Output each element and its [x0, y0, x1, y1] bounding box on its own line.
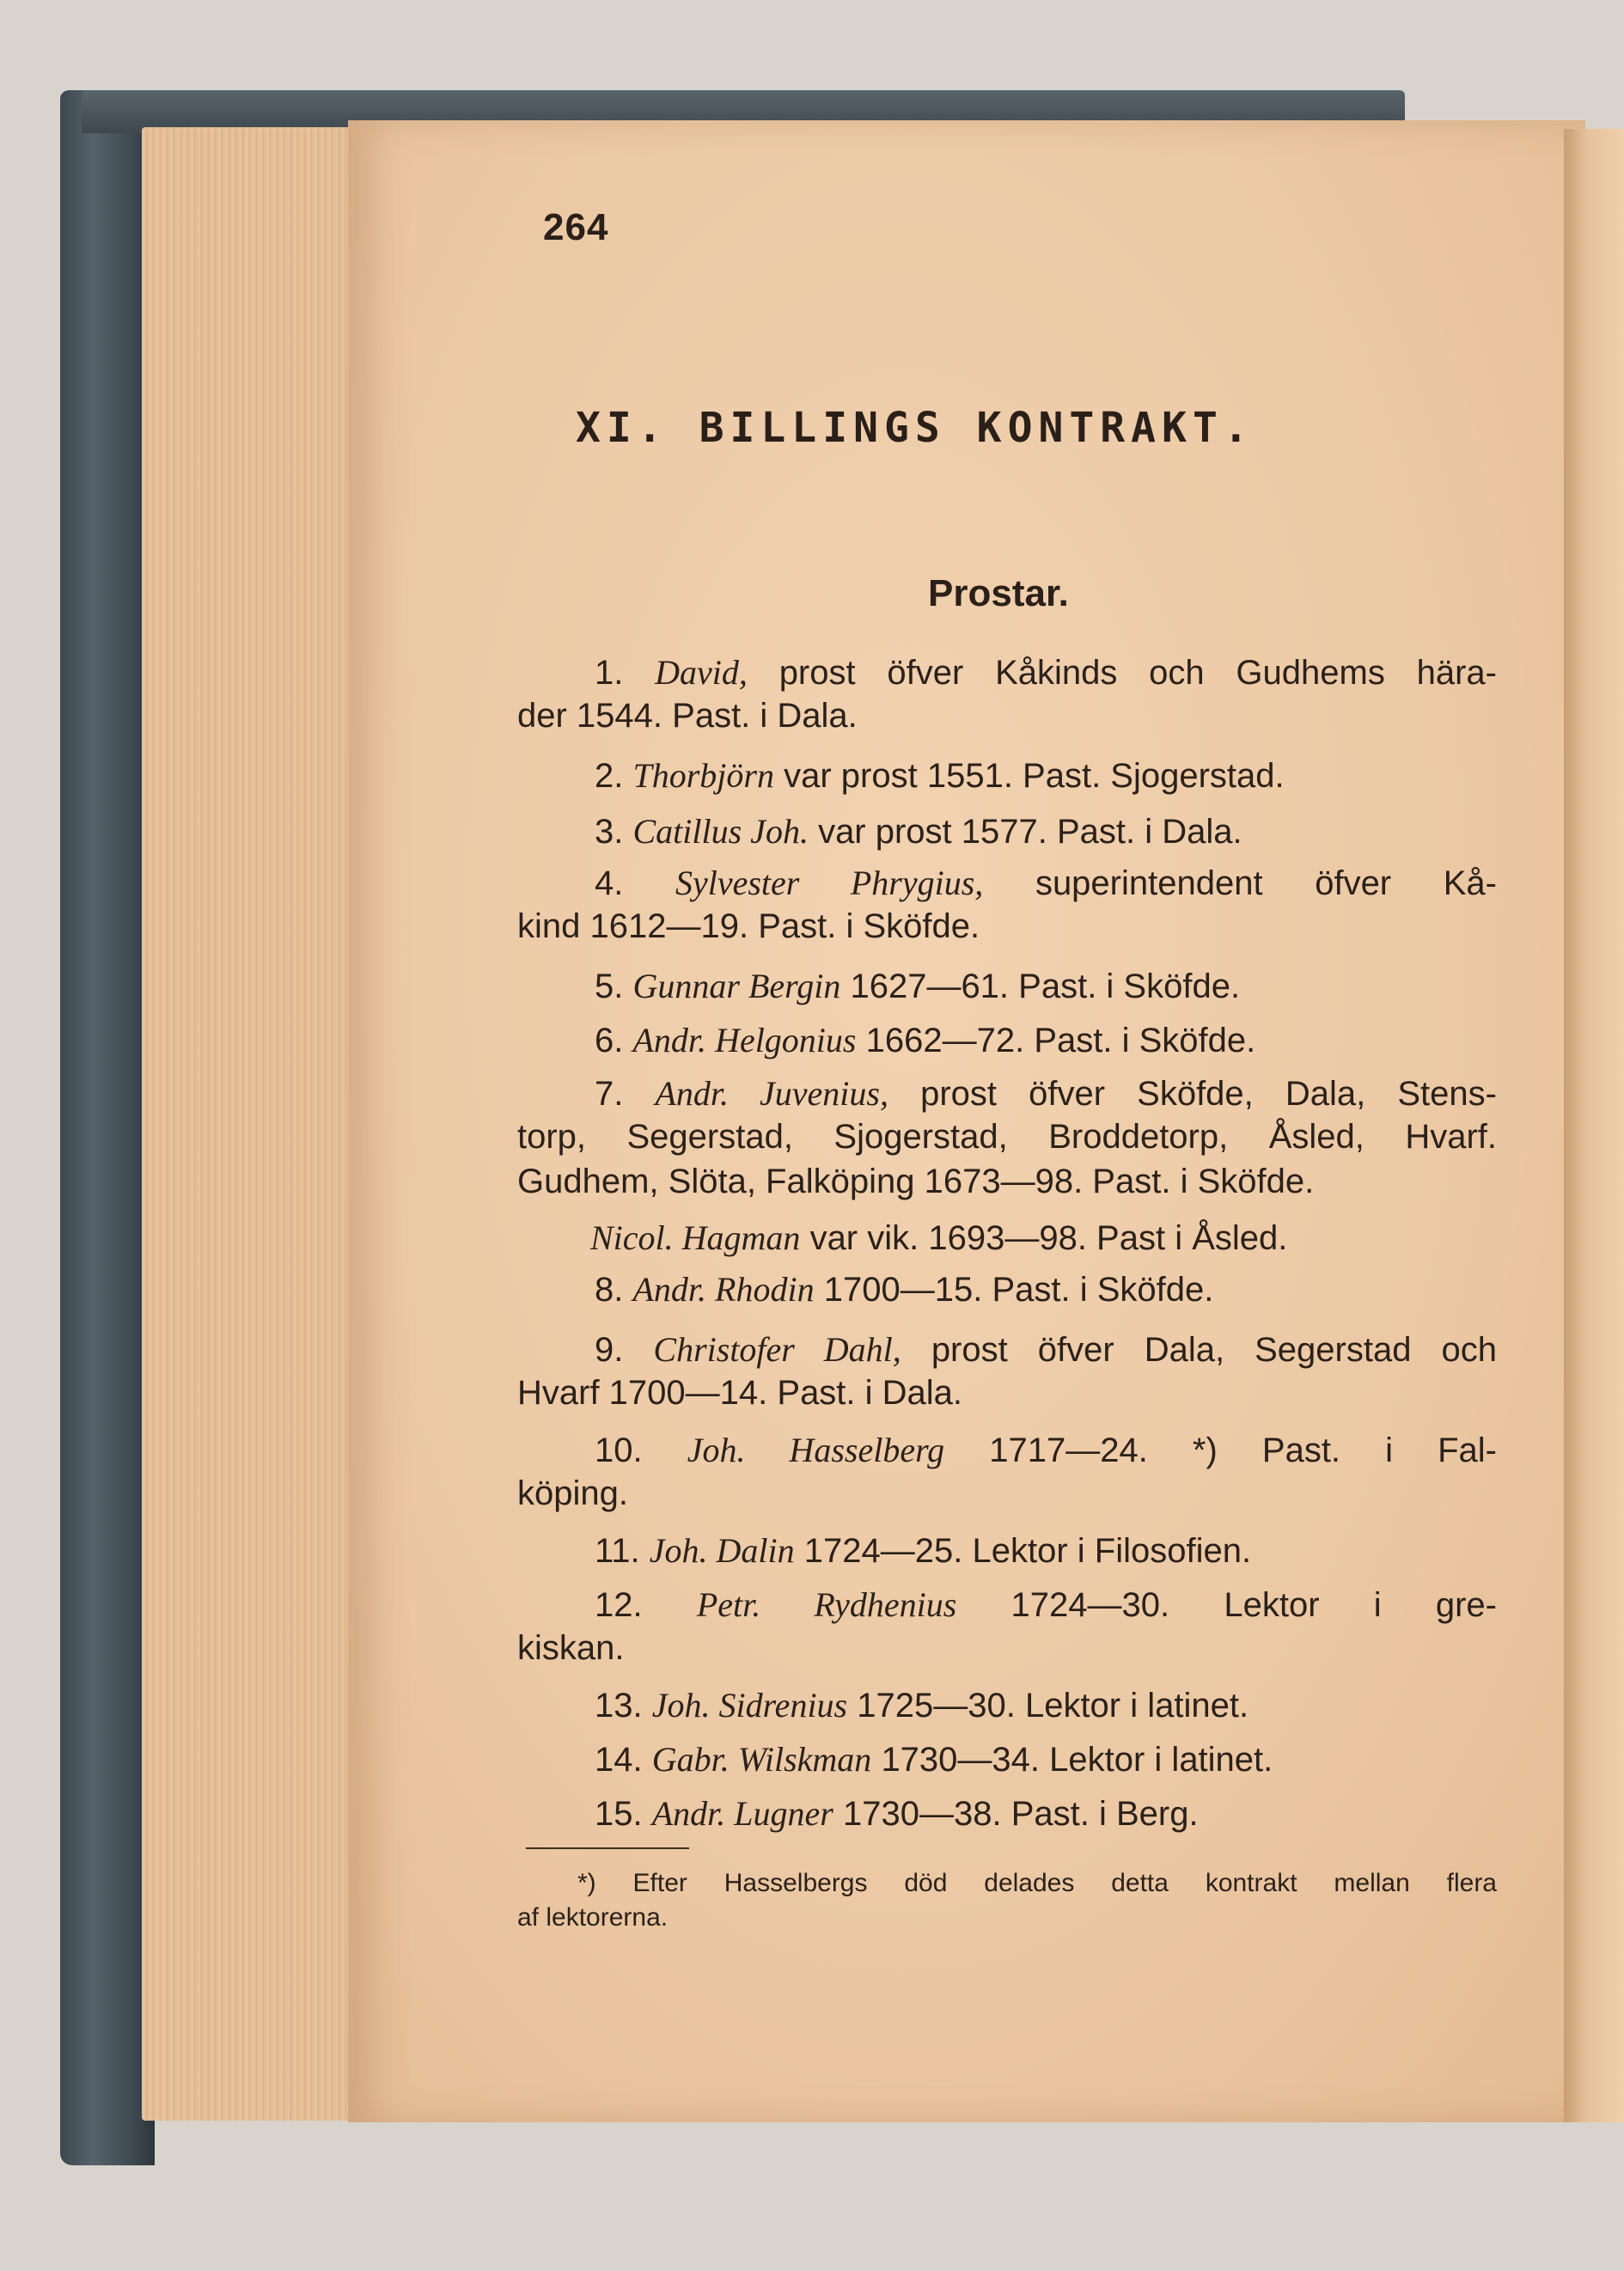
entry-continuation: kiskan. — [517, 1629, 625, 1667]
entry-line: 7. Andr. Juvenius, prost öfver Sköfde, Dala, Stens- — [595, 1074, 1497, 1113]
subtitle: Prostar. — [928, 572, 1069, 614]
footnote-line: *) Efter Hasselbergs död delades detta kontrakt mellan flera — [577, 1869, 1497, 1897]
entry-continuation: Hvarf 1700—14. Past. i Dala. — [517, 1374, 963, 1412]
entry-continuation: der 1544. Past. i Dala. — [517, 697, 858, 735]
entry-line: 5. Gunnar Bergin 1627—61. Past. i Sköfde. — [595, 967, 1241, 1005]
entry-line: 15. Andr. Lugner 1730—38. Past. i Berg. — [595, 1794, 1199, 1833]
entry-line: 10. Joh. Hasselberg 1717—24. *) Past. i Fal- — [595, 1431, 1497, 1469]
footnote-line: af lektorerna. — [517, 1903, 669, 1932]
footnote-rule — [526, 1847, 689, 1849]
entry-line: 6. Andr. Helgonius 1662—72. Past. i Sköfde. — [595, 1021, 1256, 1059]
entry-line: 12. Petr. Rydhenius 1724—30. Lektor i gre- — [595, 1585, 1497, 1624]
entry-continuation: köping. — [517, 1474, 628, 1512]
facing-page-edge — [1564, 129, 1624, 2122]
entry-continuation: kind 1612—19. Past. i Sköfde. — [517, 907, 980, 945]
entry-line: 14. Gabr. Wilskman 1730—34. Lektor i latinet. — [595, 1740, 1273, 1779]
entry-line: 13. Joh. Sidrenius 1725—30. Lektor i latinet. — [595, 1686, 1249, 1725]
entry-line: Nicol. Hagman var vik. 1693—98. Past i Åsled. — [590, 1218, 1288, 1257]
book-cover-spine — [60, 90, 155, 2165]
entry-line: 1. David, prost öfver Kåkinds och Gudhems hära- — [595, 653, 1497, 692]
entry-line: 2. Thorbjörn var prost 1551. Past. Sjogerstad. — [595, 756, 1285, 795]
entry-continuation: torp, Segerstad, Sjogerstad, Broddetorp, Åsled, Hvarf. — [517, 1118, 1497, 1156]
page-number: 264 — [543, 206, 609, 248]
entry-continuation: Gudhem, Slöta, Falköping 1673—98. Past. i Sköfde. — [517, 1163, 1315, 1200]
page-edges — [142, 127, 357, 2121]
entry-line: 8. Andr. Rhodin 1700—15. Past. i Sköfde. — [595, 1270, 1214, 1309]
entry-line: 3. Catillus Joh. var prost 1577. Past. i Dala. — [595, 812, 1242, 851]
entry-line: 4. Sylvester Phrygius, superintendent öfver Kå- — [595, 864, 1497, 902]
section-title: XI. BILLINGS KONTRAKT. — [576, 404, 1255, 452]
entry-line: 9. Christofer Dahl, prost öfver Dala, Segerstad och — [595, 1330, 1497, 1369]
entry-line: 11. Joh. Dalin 1724—25. Lektor i Filosofien. — [595, 1531, 1252, 1570]
